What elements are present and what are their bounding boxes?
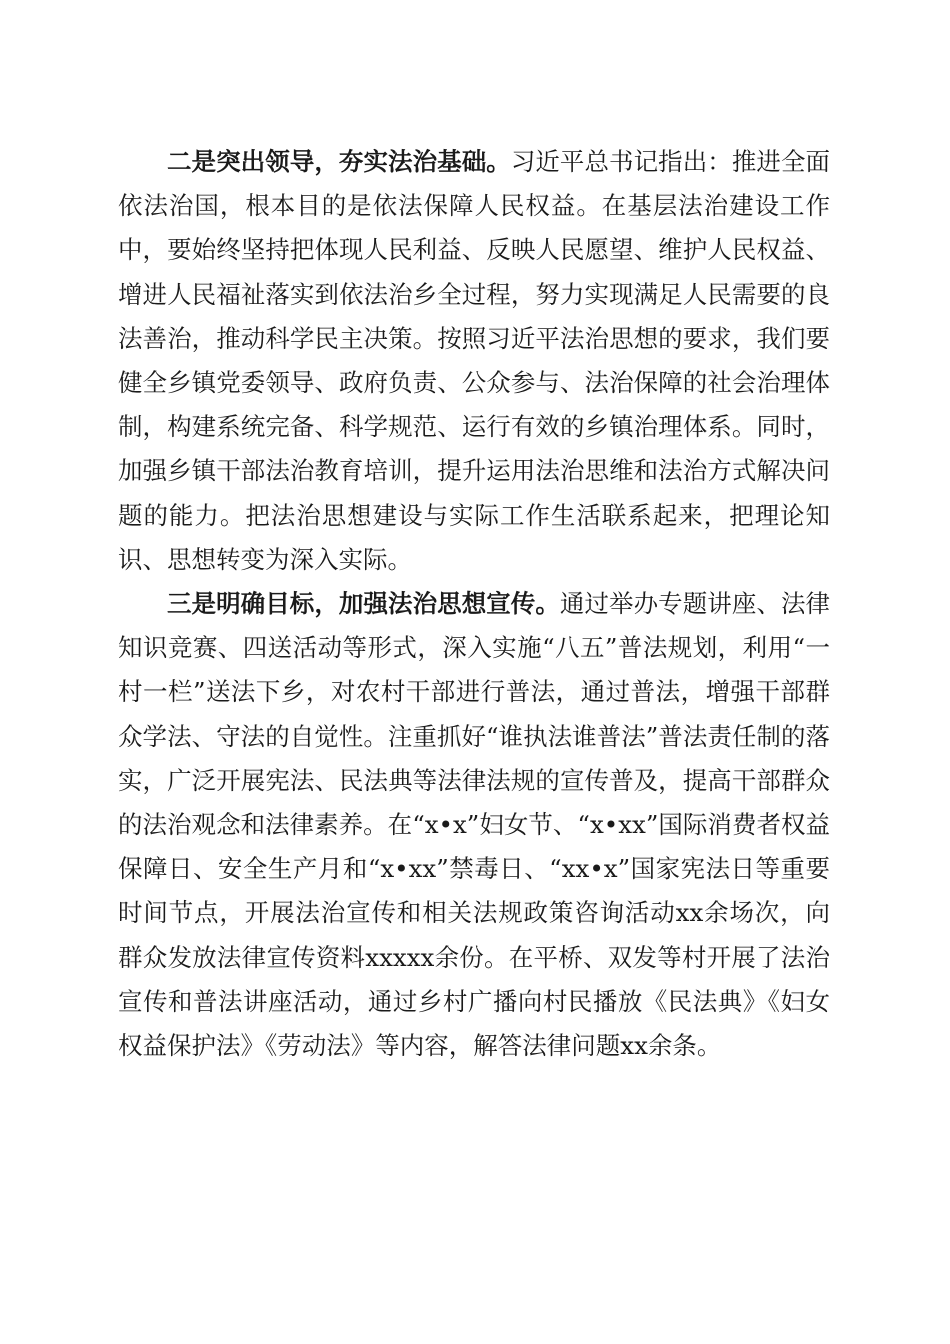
paragraph-heading: 三是明确目标，加强法治思想宣传。 bbox=[167, 589, 560, 619]
paragraph-heading: 二是突出领导，夯实法治基础。 bbox=[167, 147, 511, 176]
paragraph-leadership bbox=[118, 140, 830, 582]
document-body bbox=[118, 140, 830, 1068]
paragraph-text: 通过举办专题讲座、法律知识竞赛、四送活动等形式，深入实施“八五”普法规划，利用“一村一栏”送法下乡，对农村干部进行普法，通过普法，增强干部群众学法、守法的自觉性。注重抓好“谁执法谁普法”普法责任制的落实，广泛开展宪法、民法典等法律法规的宣传普及，提高干部群众的法治观念和法律素养。在“x•x”妇女节、“x•xx”国际消费者权益保障日、安全生产月和“x•xx”禁毒日、“xx•x”国家宪法日等重要时间节点，开展法治宣传和相关法规政策咨询活动xx余场次，向群众发放法律宣传资料xxxxx余份。在平桥、双发等村开展了法治宣传和普法讲座活动，通过乡村广播向村民播放《民法典》《妇女权益保护法》《劳动法》等内容，解答法律问题xx余条。 bbox=[118, 589, 830, 1061]
paragraph-publicity bbox=[118, 582, 830, 1068]
paragraph-text: 习近平总书记指出：推进全面依法治国，根本目的是依法保障人民权益。在基层法治建设工作中，要始终坚持把体现人民利益、反映人民愿望、维护人民权益、增进人民福祉落实到依法治乡全过程，努力实现满足人民需要的良法善治，推动科学民主决策。按照习近平法治思想的要求，我们要健全乡镇党委领导、政府负责、公众参与、法治保障的社会治理体制，构建系统完备、科学规范、运行有效的乡镇治理体系。同时，加强乡镇干部法治教育培训，提升运用法治思维和法治方式解决问题的能力。把法治思想建设与实际工作生活联系起来，把理论知识、思想转变为深入实际。 bbox=[118, 147, 831, 574]
